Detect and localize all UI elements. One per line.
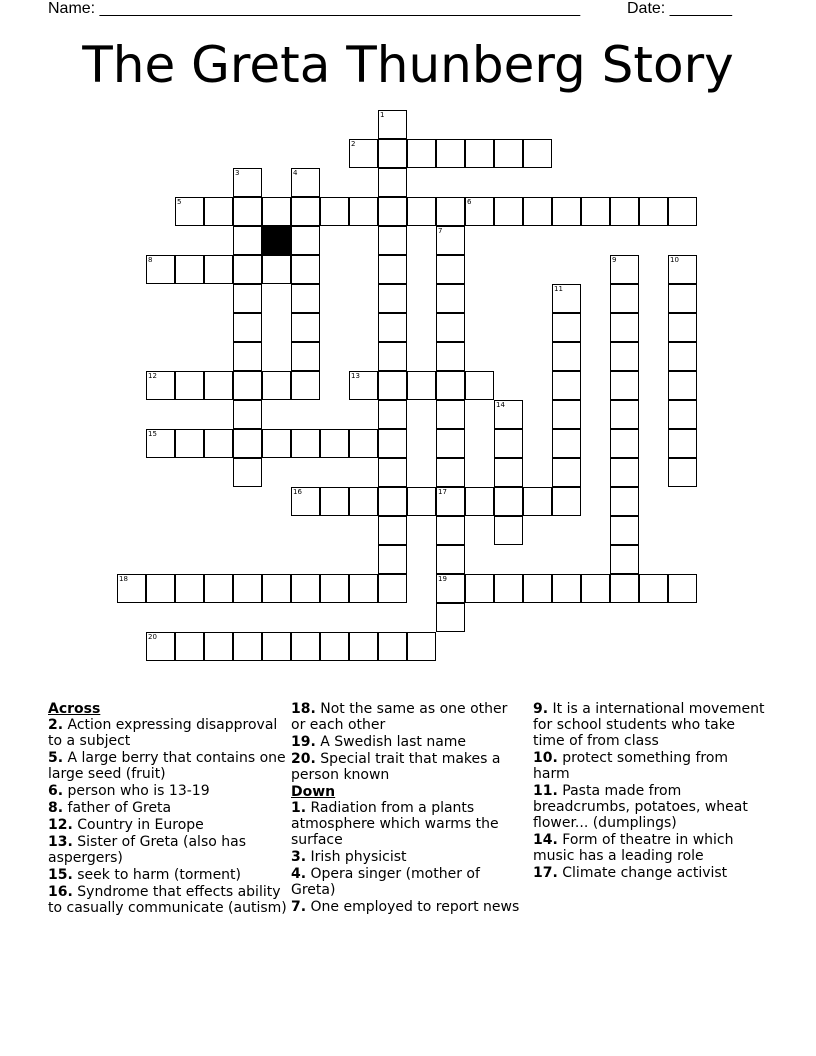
- clues-column-1: [48, 701, 288, 917]
- grid-cell[interactable]: [378, 139, 407, 168]
- clues-column-3: [533, 701, 768, 882]
- grid-cell[interactable]: [291, 197, 320, 226]
- grid-cell[interactable]: [552, 487, 581, 516]
- grid-cell[interactable]: [320, 487, 349, 516]
- clue-across-13: 13. Sister of Greta (also has aspergers): [48, 834, 247, 866]
- clue-down-14: 14. Form of theatre in which music has a leading role: [533, 832, 734, 864]
- clue-number-10: 10: [670, 256, 679, 264]
- grid-cell[interactable]: [233, 255, 262, 284]
- grid-cell[interactable]: [581, 574, 610, 603]
- clue-down-17: 17. Climate change activist: [533, 865, 728, 881]
- grid-cell[interactable]: [146, 574, 175, 603]
- grid-cell[interactable]: [552, 342, 581, 371]
- clue-number-12: 12: [148, 372, 157, 380]
- grid-cell[interactable]: [291, 313, 320, 342]
- clue-number-11: 11: [554, 285, 563, 293]
- grid-cell[interactable]: [436, 429, 465, 458]
- clue-down-1: 1. Radiation from a plants atmosphere which warms the surface: [291, 800, 499, 848]
- clue-across-15: 15. seek to harm (torment): [48, 867, 241, 883]
- grid-cell[interactable]: [668, 400, 697, 429]
- clue-number-7: 7: [438, 227, 443, 235]
- clue-down-10: 10. protect something from harm: [533, 750, 729, 782]
- grid-cell[interactable]: [320, 197, 349, 226]
- grid-cell[interactable]: [407, 632, 436, 661]
- grid-cell[interactable]: [262, 429, 291, 458]
- grid-cell[interactable]: [494, 574, 523, 603]
- clue-across-8: 8. father of Greta: [48, 800, 172, 816]
- grid-cell[interactable]: [349, 487, 378, 516]
- grid-cell[interactable]: [262, 255, 291, 284]
- clue-number-16: 16: [293, 488, 302, 496]
- grid-cell[interactable]: [204, 632, 233, 661]
- grid-cell[interactable]: [233, 574, 262, 603]
- clue-number-14: 14: [496, 401, 505, 409]
- grid-cell[interactable]: [291, 574, 320, 603]
- grid-cell[interactable]: [349, 429, 378, 458]
- grid-cell[interactable]: [233, 400, 262, 429]
- grid-cell[interactable]: [233, 632, 262, 661]
- grid-cell[interactable]: [349, 574, 378, 603]
- grid-cell[interactable]: [639, 574, 668, 603]
- clue-number-13: 13: [351, 372, 360, 380]
- grid-cell[interactable]: [552, 400, 581, 429]
- grid-cell[interactable]: [610, 574, 639, 603]
- grid-cell[interactable]: [378, 487, 407, 516]
- grid-cell[interactable]: [378, 226, 407, 255]
- clue-number-5: 5: [177, 198, 182, 206]
- clue-number-18: 18: [119, 575, 128, 583]
- grid-cell[interactable]: [262, 371, 291, 400]
- grid-cell[interactable]: [320, 574, 349, 603]
- grid-cell[interactable]: [291, 226, 320, 255]
- grid-cell[interactable]: [291, 429, 320, 458]
- grid-cell[interactable]: [552, 429, 581, 458]
- grid-cell[interactable]: [320, 429, 349, 458]
- grid-cell[interactable]: [523, 487, 552, 516]
- clue-down-11: 11. Pasta made from breadcrumbs, potatoes, wheat flower... (dumplings): [533, 783, 748, 831]
- grid-cell[interactable]: [523, 574, 552, 603]
- grid-cell[interactable]: [610, 313, 639, 342]
- grid-cell[interactable]: [610, 487, 639, 516]
- clue-across-18: 18. Not the same as one other or each other: [291, 701, 508, 733]
- grid-cell[interactable]: [407, 371, 436, 400]
- grid-cell[interactable]: [378, 255, 407, 284]
- grid-cell[interactable]: [436, 545, 465, 574]
- clue-down-4: 4. Opera singer (mother of Greta): [291, 866, 480, 898]
- clue-across-6: 6. person who is 13-19: [48, 783, 210, 799]
- grid-cell[interactable]: [378, 284, 407, 313]
- clue-number-6: 6: [467, 198, 472, 206]
- grid-cell[interactable]: [204, 371, 233, 400]
- clue-number-8: 8: [148, 256, 153, 264]
- grid-cell[interactable]: [262, 574, 291, 603]
- page-title: The Greta Thunberg Story: [82, 36, 734, 94]
- grid-cell[interactable]: [668, 458, 697, 487]
- grid-cell[interactable]: [233, 458, 262, 487]
- grid-cell[interactable]: [233, 197, 262, 226]
- clue-number-1: 1: [380, 111, 385, 119]
- grid-cell[interactable]: [552, 313, 581, 342]
- grid-cell[interactable]: [378, 516, 407, 545]
- grid-cell[interactable]: [175, 429, 204, 458]
- grid-cell[interactable]: [233, 429, 262, 458]
- grid-cell[interactable]: [552, 574, 581, 603]
- grid-cell[interactable]: [436, 458, 465, 487]
- grid-cell[interactable]: [436, 516, 465, 545]
- grid-cell[interactable]: [494, 139, 523, 168]
- grid-cell[interactable]: [668, 371, 697, 400]
- grid-cell[interactable]: [233, 342, 262, 371]
- grid-cell[interactable]: [610, 400, 639, 429]
- date-field-label: Date: _______: [627, 0, 732, 17]
- grid-cell[interactable]: [436, 400, 465, 429]
- grid-cell[interactable]: [349, 632, 378, 661]
- grid-cell[interactable]: [378, 574, 407, 603]
- grid-cell[interactable]: [204, 574, 233, 603]
- grid-cell[interactable]: [610, 516, 639, 545]
- grid-cell[interactable]: [610, 371, 639, 400]
- grid-cell[interactable]: [552, 458, 581, 487]
- clue-across-2: 2. Action expressing disapproval to a subject: [48, 717, 278, 749]
- grid-cell[interactable]: [552, 197, 581, 226]
- grid-cell[interactable]: [436, 603, 465, 632]
- grid-cell[interactable]: [349, 197, 378, 226]
- grid-cell[interactable]: [436, 255, 465, 284]
- clue-down-9: 9. It is a international movement for school students who take time of from class: [533, 701, 765, 749]
- clue-across-16: 16. Syndrome that effects ability to casually communicate (autism): [48, 884, 287, 916]
- grid-cell[interactable]: [378, 168, 407, 197]
- clue-number-3: 3: [235, 169, 240, 177]
- grid-cell[interactable]: [436, 313, 465, 342]
- grid-cell[interactable]: [378, 400, 407, 429]
- grid-cell[interactable]: [494, 429, 523, 458]
- grid-cell[interactable]: [610, 342, 639, 371]
- grid-cell[interactable]: [610, 197, 639, 226]
- grid-cell[interactable]: [378, 429, 407, 458]
- clue-number-4: 4: [293, 169, 298, 177]
- grid-cell[interactable]: [378, 197, 407, 226]
- grid-cell[interactable]: [204, 429, 233, 458]
- grid-cell[interactable]: [175, 632, 204, 661]
- grid-cell[interactable]: [291, 342, 320, 371]
- grid-cell[interactable]: [436, 139, 465, 168]
- grid-cell[interactable]: [494, 516, 523, 545]
- grid-cell[interactable]: [291, 255, 320, 284]
- grid-cell[interactable]: [175, 574, 204, 603]
- grid-cell[interactable]: [233, 284, 262, 313]
- grid-cell[interactable]: [465, 574, 494, 603]
- grid-cell[interactable]: [610, 284, 639, 313]
- grid-cell[interactable]: [378, 371, 407, 400]
- grid-cell[interactable]: [610, 545, 639, 574]
- grid-cell[interactable]: [262, 632, 291, 661]
- clue-number-17: 17: [438, 488, 447, 496]
- clues-column-2: [291, 701, 526, 916]
- grid-cell[interactable]: [436, 371, 465, 400]
- clue-across-5: 5. A large berry that contains one large seed (fruit): [48, 750, 286, 782]
- grid-cell[interactable]: [407, 139, 436, 168]
- clue-number-15: 15: [148, 430, 157, 438]
- name-field-label: Name: ______________________________________________________: [48, 0, 581, 17]
- down-heading: Down: [291, 784, 336, 800]
- grid-cell[interactable]: [233, 313, 262, 342]
- grid-cell[interactable]: [291, 284, 320, 313]
- grid-cell[interactable]: [465, 487, 494, 516]
- grid-cell[interactable]: [610, 458, 639, 487]
- grid-cell[interactable]: [378, 545, 407, 574]
- across-heading: Across: [48, 701, 101, 717]
- grid-cell[interactable]: [378, 313, 407, 342]
- grid-cell[interactable]: [320, 632, 349, 661]
- grid-cell[interactable]: [465, 371, 494, 400]
- grid-cell[interactable]: [407, 197, 436, 226]
- grid-cell[interactable]: [668, 342, 697, 371]
- grid-cell[interactable]: [204, 255, 233, 284]
- grid-cell[interactable]: [494, 458, 523, 487]
- grid-cell[interactable]: [668, 429, 697, 458]
- grid-cell[interactable]: [233, 226, 262, 255]
- grid-cell[interactable]: [436, 284, 465, 313]
- grid-cell[interactable]: [436, 197, 465, 226]
- grid-cell[interactable]: [378, 632, 407, 661]
- clue-across-12: 12. Country in Europe: [48, 817, 204, 833]
- clue-number-19: 19: [438, 575, 447, 583]
- grid-cell[interactable]: [668, 313, 697, 342]
- clue-number-9: 9: [612, 256, 617, 264]
- grid-cell[interactable]: [581, 197, 610, 226]
- grid-cell[interactable]: [436, 342, 465, 371]
- grid-cell[interactable]: [668, 197, 697, 226]
- grid-cell[interactable]: [291, 371, 320, 400]
- clue-across-19: 19. A Swedish last name: [291, 734, 467, 750]
- clue-number-2: 2: [351, 140, 356, 148]
- grid-cell[interactable]: [494, 197, 523, 226]
- grid-cell[interactable]: [494, 487, 523, 516]
- grid-cell[interactable]: [465, 139, 494, 168]
- grid-cell[interactable]: [233, 371, 262, 400]
- grid-cell[interactable]: [378, 458, 407, 487]
- grid-cell[interactable]: [262, 197, 291, 226]
- shaded-cell: [262, 226, 291, 255]
- grid-cell[interactable]: [523, 197, 552, 226]
- grid-cell[interactable]: [407, 487, 436, 516]
- clue-down-7: 7. One employed to report news: [291, 899, 520, 915]
- grid-cell[interactable]: [175, 371, 204, 400]
- grid-cell[interactable]: [204, 197, 233, 226]
- grid-cell[interactable]: [523, 139, 552, 168]
- clue-down-3: 3. Irish physicist: [291, 849, 407, 865]
- grid-cell[interactable]: [668, 574, 697, 603]
- grid-cell[interactable]: [378, 342, 407, 371]
- grid-cell[interactable]: [552, 371, 581, 400]
- grid-cell[interactable]: [610, 429, 639, 458]
- clue-number-20: 20: [148, 633, 157, 641]
- grid-cell[interactable]: [668, 284, 697, 313]
- grid-cell[interactable]: [639, 197, 668, 226]
- grid-cell[interactable]: [175, 255, 204, 284]
- clue-across-20: 20. Special trait that makes a person known: [291, 751, 501, 783]
- grid-cell[interactable]: [291, 632, 320, 661]
